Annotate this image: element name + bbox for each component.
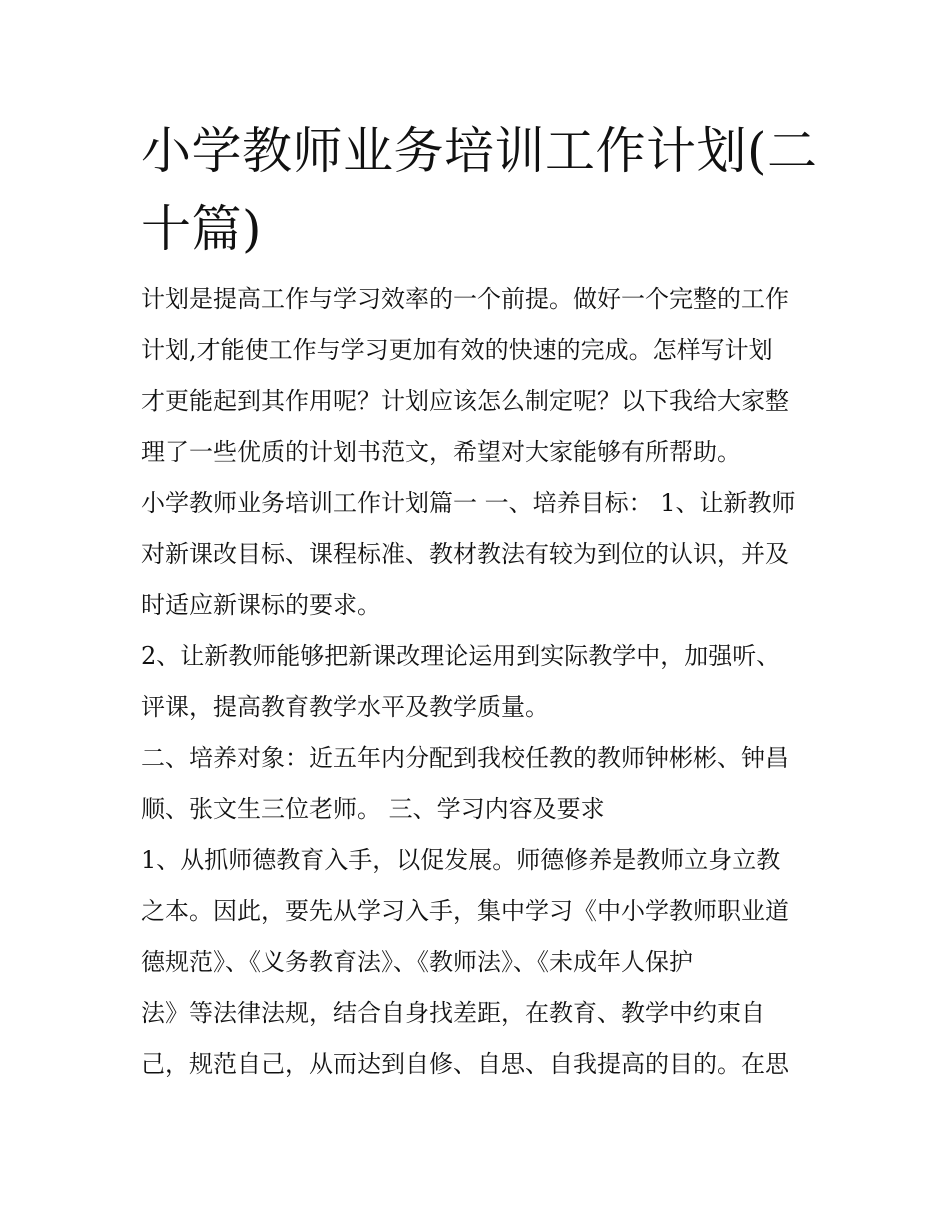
document-title [141,112,818,268]
body-line: 1、从抓师德教育入手，以促发展。师德修养是教师立身立教 [141,846,781,874]
title-line-1: 小学教师业务培训工作计划(二 [141,122,818,180]
document-body [141,274,813,1090]
body-line: 2、让新教师能够把新课改理论运用到实际教学中，加强听、 [141,642,781,670]
title-line-2: 十篇) [141,200,263,258]
body-line: 才更能起到其作用呢？计划应该怎么制定呢？以下我给大家整 [141,387,789,415]
body-line: 时适应新课标的要求。 [141,591,381,619]
body-line: 二、培养对象：近五年内分配到我校任教的教师钟彬彬、钟昌 [141,744,789,772]
body-line: 顺、张文生三位老师。 三、学习内容及要求 [141,795,605,823]
body-line: 德规范》、《义务教育法》、《教师法》、《未成年人保护 [141,948,693,976]
body-line: 之本。因此，要先从学习入手，集中学习《中小学教师职业道 [141,897,789,925]
body-line: 评课，提高教育教学水平及教学质量。 [141,693,549,721]
body-line: 对新课改目标、课程标准、教材教法有较为到位的认识，并及 [141,540,789,568]
body-line: 己，规范自己，从而达到自修、自思、自我提高的目的。在思 [141,1050,789,1078]
body-line: 计划是提高工作与学习效率的一个前提。做好一个完整的工作 [141,285,789,313]
body-line: 法》等法律法规，结合自身找差距，在教育、教学中约束自 [141,999,765,1027]
body-line: 理了一些优质的计划书范文，希望对大家能够有所帮助。 [141,438,741,466]
body-line: 小学教师业务培训工作计划篇一 一、培养目标： 1、让新教师 [141,489,796,517]
body-line: 计划,才能使工作与学习更加有效的快速的完成。怎样写计划 [141,336,773,364]
document-content [141,112,818,1090]
